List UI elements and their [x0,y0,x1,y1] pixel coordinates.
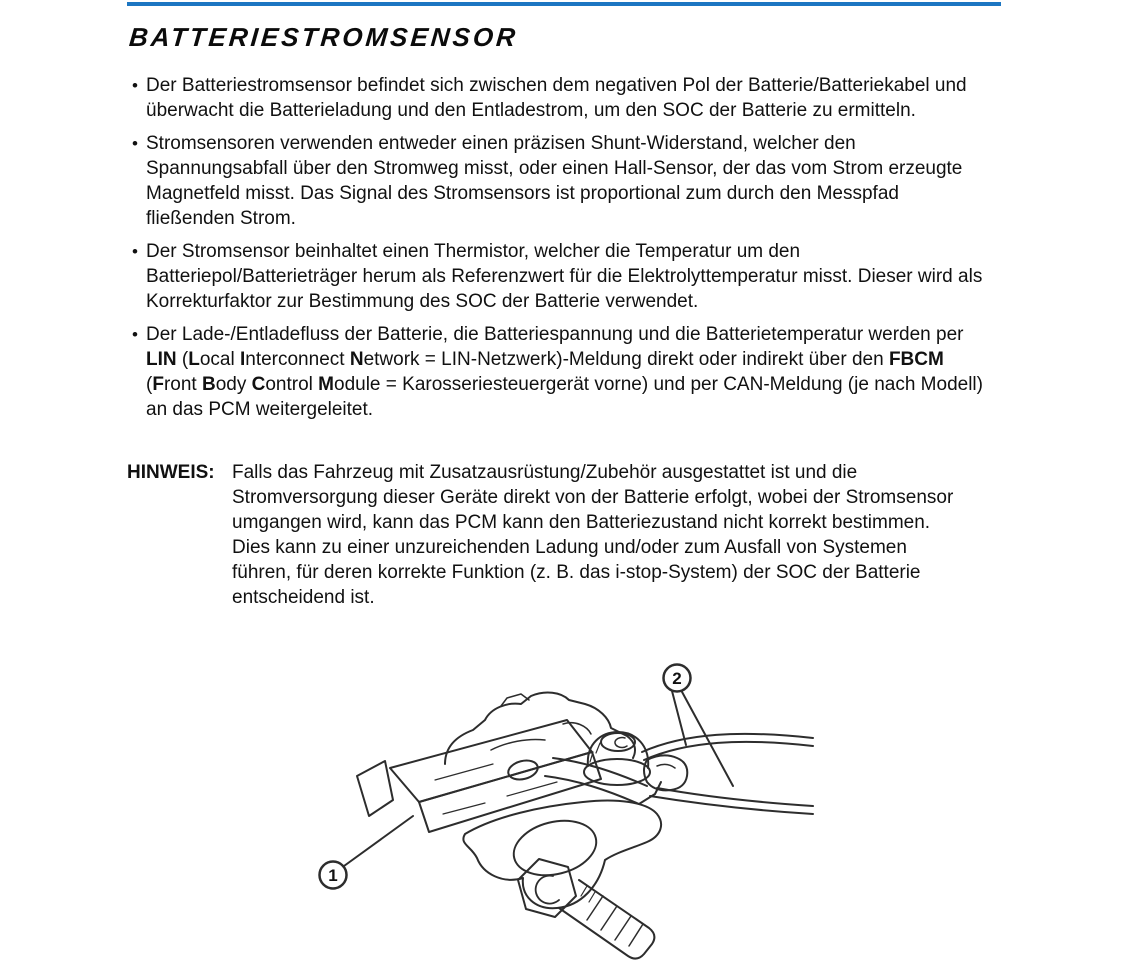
list-item [127,73,987,123]
callout-1-number: 1 [328,866,338,885]
bullet-marker: • [132,134,138,153]
bullet-text-sensor-location: Der Batteriestromsensor befindet sich zwischen dem negativen Pol der Batterie/Batteriekabel und überwacht die Batterieladung und den Entladestrom, um den SOC der Batterie zu ermitteln. [146,75,967,121]
list-item [127,239,987,314]
bullet-text-sensor-types: Stromsensoren verwenden entweder einen präzisen Shunt-Widerstand, welcher den Spannungsabfall über den Stromweg misst, oder einen Hall-Sensor, der das vom Strom erzeugte Magnetfeld misst. Das Signal des Stromsensors ist proportional zum durch den Messpfad fließenden Strom. [146,133,963,229]
bullet-marker: • [132,325,138,344]
callout-1 [320,816,414,889]
list-item [127,131,987,231]
bullet-marker: • [132,76,138,95]
terminal-clamp-drawing [463,801,661,909]
sensor-body-drawing [357,720,601,832]
figure-battery-current-sensor [295,648,835,961]
callout-2-number: 2 [672,669,682,688]
bullet-text-thermistor: Der Stromsensor beinhaltet einen Thermistor, welcher die Temperatur um den Batteriepol/Batterieträger herum als Referenzwert für die Elektrolyttemperatur misst. Dieser wird als Korrekturfaktor zur Bestimmung des SOC der Batterie verwendet. [146,241,983,312]
bullet-marker: • [132,242,138,261]
note-text: Falls das Fahrzeug mit Zusatzausrüstung/Zubehör ausgestattet ist und die Stromversorgung dieser Geräte direkt von der Batterie erfolgt, wobei der Stromsensor umgangen wird, kann das PCM kann den Batteriezustand nicht korrekt bestimmen. Dies kann zu einer unzureichenden Ladung und/oder zum Ausfall von Systemen führen, für deren korrekte Funktion (z. B. das i-stop-System) der SOC der Batterie entscheidend ist. [232,462,954,608]
section-divider-rule [127,2,1001,6]
page-title: BATTERIESTROMSENSOR [128,22,520,52]
content-column [127,0,1001,610]
bullet-list [127,73,987,422]
note-label: HINWEIS: [127,462,215,483]
list-item [127,322,987,422]
note-block [127,460,1001,610]
bullet-text-lin-fbcm: Der Lade-/Entladefluss der Batterie, die Batteriespannung und die Batterietemperatur werden per LIN (Local Interconnect Network = LIN-Netzwerk)-Meldung direkt oder indirekt über den FBCM (Front Body Control Module = Karosseriesteuergerät vorne) und per CAN-Meldung (je nach Modell) an das PCM weitergeleitet. [146,324,983,420]
